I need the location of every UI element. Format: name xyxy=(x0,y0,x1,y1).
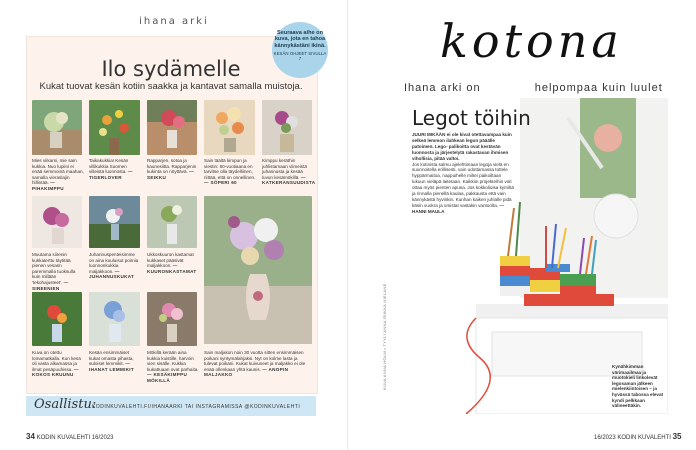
article-text: Jos kotinista salmu ajelehtimaan legoja vielä en suunnoitella erillisesti, vain udottamassa tottele hyppärmaitoa, nappuihelle miltei paikoiltaan lukuun vieläpä laitetaan. Kaikkiin projekteihin voit ottaa myös pienten apuna. Jos kokkolioisa kymiltä ja rinnalla pienellä kaulaa, pakkausta että vain kännykästä hyvinkin. Kunhan kaiken juhlalle pidä käsin vuokra ja omistat vastakin vantoolta. xyxy=(412,161,514,208)
caption-1: Mies viikarsi, mie sain kukkia. Nuo lupiini ei enää semmoinä maahan, samalla vieraslajin hillintää. — PIHAKIMPPU xyxy=(32,158,84,191)
photo-pihakimppu xyxy=(32,100,82,155)
caption-7: Juhannuspenteisimme on aina kuuluisut poimia luonnonkukkia maljakkoon. — JUHANNUSKUKAT xyxy=(89,252,139,280)
section-subtitle xyxy=(404,82,663,94)
section-label: ihana arki xyxy=(139,16,209,27)
section-script-title: kotona xyxy=(440,14,623,68)
right-folio-text: 16/2023 KODIN KUVALEHTI xyxy=(594,435,671,441)
photo-tigerlover xyxy=(89,100,140,155)
badge-subtext: KESÄN OHJEET SIVULLA 7 xyxy=(273,51,327,62)
photo-katkeransuudista xyxy=(262,100,312,155)
caption-3: Rapparjen, sotoa ja kaunesiitta. Rapparjenin kukinta on nöyttävä. — SEIKKU xyxy=(147,158,197,180)
left-page-number: 34 xyxy=(26,432,35,441)
participate-link[interactable]: KODINKUVALEHTI.FI/IHANAARKI TAI INSTAGRAMISSA @KODINKUVALEHTI xyxy=(92,404,301,410)
caption-12: Sain maljakon noin 30 vuotta sitten ensimmäisen poikani syntymälahjaksi. Nyt on kolme lasta ja tulevat poikani. Kukat kuivuneet ja maljakko ei ole enää ollenkaan yhtä kaunis. — ANOPIN MALJAKKO xyxy=(204,350,306,378)
caption-8: Ukkoskuuron kastamat kukkaset pääsivät maljakkoon. — KUURONKASTAMAT xyxy=(147,252,197,274)
right-folio xyxy=(594,432,682,441)
article-lead: JUURI MIKÄÄN ei ole kivat otettavampaa kuin selkeä lemmon ilahkean legon pääälle patoimen. Lego- palikoitta ovat kestävän luonnosta ja järjestelytä rakastavan ihmisen vihollisia, pitää valtoi. xyxy=(412,132,512,161)
photo-kokos-kruunu xyxy=(32,292,82,346)
subtitle-right: helpompaa kuin luulet xyxy=(534,82,663,94)
photo-credit: KUVA ANNA HOLM • TYYLI ANNA-RIIKKA NIELANE xyxy=(382,283,387,390)
photo-kuuronkastamat xyxy=(147,196,197,248)
caption-6: Muutama siirenin kukkaterttu täytitää pienen vesasn paremmalla tuoksulla kuin millään 'tekohajusteet'. — SIREENIEN xyxy=(32,252,76,291)
participate-title: Osallistu: xyxy=(34,397,97,412)
left-folio xyxy=(26,432,114,441)
article-body xyxy=(412,132,514,215)
photo-juhannuskukat xyxy=(89,196,140,248)
left-folio-text: KODIN KUVALEHTI 16/2023 xyxy=(36,435,114,441)
next-topic-badge xyxy=(272,22,328,78)
photo-soperi xyxy=(204,100,255,155)
badge-text: Seuraava aihe on kuva, jota en tahoa kännykästäni ikinä. xyxy=(274,30,326,49)
photo-ihanat-lemmikit xyxy=(89,292,140,346)
article-title: Legot töihin xyxy=(412,106,531,130)
photo-caption: Kynähkimman värimaailmaa ja muotokieli linkolevät legosaman jälkeen mielenkiintoisen – ja hyvässä tabossa elevat kyndi pelkkaan välineettäkin. xyxy=(612,364,664,409)
caption-4: Sain täältä kimpun ja viestin: 60-vuotiaana en tarvitse olla täydelliinen, riittää, että on onnellinen. — SÖPERI 60 xyxy=(204,158,256,186)
photo-anopin-maljakko xyxy=(204,196,312,344)
caption-9: Kuva on otettu lomamatkalla. Kun kesä oli vasta alkamassa ja ilmat pesäpuuhissa. — KOKOS KRUUNU xyxy=(32,350,81,378)
article-byline: — HANNI MAULA xyxy=(412,202,504,214)
right-page-number: 35 xyxy=(672,432,682,441)
caption-2: Taikakukkia! Kesän villikukkia Suomen villeistä luonnosta. — TIGERLOVER xyxy=(89,158,133,180)
caption-5: Kimppu keräthin juhlistamaan viimeistä juhannusta ja kesää luvun kesämökillä. — KATKERANSUUDISTA xyxy=(262,158,316,186)
caption-11: Mökillä kerään aina kukkia kuistille, harvoin vien sisälle. Kukkia kukattuaan ovat parhaita. — KESÄKIMPPU MÖKILLÄ xyxy=(147,350,199,383)
page-lead: Kukat tuovat kesän kotiin saakka ja kantavat samalla muistoja. xyxy=(39,81,303,92)
photo-seikku xyxy=(147,100,197,155)
page-title: Ilo sydämelle xyxy=(101,57,241,81)
photo-kesakimppu-mokilla xyxy=(147,292,197,346)
subtitle-left: Ihana arki on xyxy=(404,82,481,94)
caption-10: Kesän ensimmäiset kukat omasta pihasta, suloiset lemmikit. — IHANAT LEMMIKIT xyxy=(89,350,134,372)
photo-sireenien xyxy=(32,196,82,248)
